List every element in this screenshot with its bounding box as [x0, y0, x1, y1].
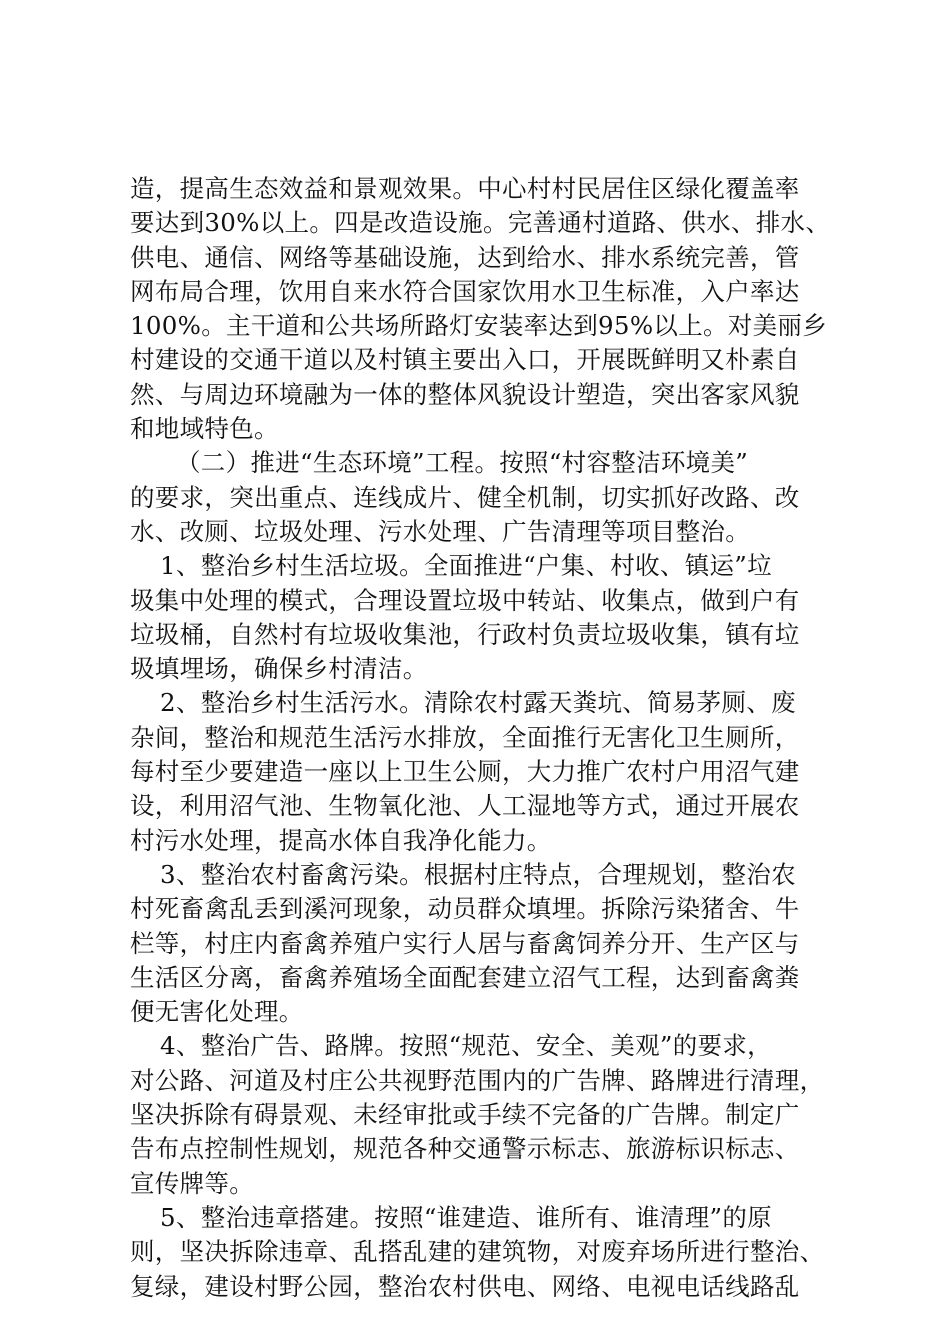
text-line: 的要求，突出重点、连线成片、健全机制，切实抓好改路、改: [130, 482, 800, 512]
text-line: 杂间，整治和规范生活污水排放，全面推行无害化卫生厕所，: [130, 722, 800, 752]
text-line: 宣传牌等。: [130, 1168, 254, 1198]
text-line: 100%。主干道和公共场所路灯安装率达到95%以上。对美丽乡: [130, 311, 827, 341]
text-line: 每村至少要建造一座以上卫生公厕，大力推广农村户用沼气建: [130, 757, 800, 787]
text-line: 然、与周边环境融为一体的整体风貌设计塑造，突出客家风貌: [130, 379, 800, 409]
text-line: 栏等，村庄内畜禽养殖户实行人居与畜禽饲养分开、生产区与: [130, 928, 800, 958]
paragraph-start-line: 1、整治乡村生活垃圾。全面推进“户集、村收、镇运”垃: [160, 551, 772, 581]
text-line: 便无害化处理。: [130, 997, 304, 1027]
text-line: 圾填埋场，确保乡村清洁。: [130, 654, 428, 684]
text-line: 村建设的交通干道以及村镇主要出入口，开展既鲜明又朴素自: [130, 345, 800, 375]
text-line: 村死畜禽乱丢到溪河现象，动员群众填埋。拆除污染猪舍、牛: [130, 894, 800, 924]
paragraph-start-line: 5、整治违章搭建。按照“谁建造、谁所有、谁清理”的原: [160, 1202, 772, 1232]
text-line: 生活区分离，畜禽养殖场全面配套建立沼气工程，达到畜禽粪: [130, 962, 800, 992]
text-line: 和地域特色。: [130, 414, 279, 444]
document-body: [130, 172, 830, 1304]
text-line: 水、改厕、垃圾处理、污水处理、广告清理等项目整治。: [130, 516, 750, 546]
text-line: 造，提高生态效益和景观效果。中心村村民居住区绿化覆盖率: [130, 174, 800, 203]
text-line: 村污水处理，提高水体自我净化能力。: [130, 825, 552, 855]
text-line: 垃圾桶，自然村有垃圾收集池，行政村负责垃圾收集，镇有垃: [130, 619, 800, 649]
text-line: 设，利用沼气池、生物氧化池、人工湿地等方式，通过开展农: [130, 791, 800, 821]
text-line: 圾集中处理的模式，合理设置垃圾中转站、收集点，做到户有: [130, 585, 800, 615]
text-line: 则，坚决拆除违章、乱搭乱建的建筑物，对废弃场所进行整治、: [130, 1237, 825, 1267]
text-line: 坚决拆除有碍景观、未经审批或手续不完备的广告牌。制定广: [130, 1100, 800, 1130]
paragraph-start-line: 2、整治乡村生活污水。清除农村露天粪坑、简易茅厕、废: [160, 688, 796, 718]
text-line: 供电、通信、网络等基础设施，达到给水、排水系统完善，管: [130, 242, 800, 272]
paragraph-start-line: 3、整治农村畜禽污染。根据村庄特点，合理规划，整治农: [160, 859, 796, 889]
text-line: 复绿，建设村野公园，整治农村供电、网络、电视电话线路乱: [130, 1271, 800, 1301]
section-heading-line: （二）推进“生态环境”工程。按照“村容整洁环境美”: [176, 448, 749, 478]
paragraph-start-line: 4、整治广告、路牌。按照“规范、安全、美观”的要求，: [160, 1031, 772, 1061]
text-line: 要达到30%以上。四是改造设施。完善通村道路、供水、排水、: [130, 208, 830, 238]
text-line: 对公路、河道及村庄公共视野范围内的广告牌、路牌进行清理，: [130, 1065, 825, 1095]
text-line: 告布点控制性规划，规范各种交通警示标志、旅游标识标志、: [130, 1134, 800, 1164]
text-line: 网布局合理，饮用自来水符合国家饮用水卫生标准，入户率达: [130, 276, 800, 306]
